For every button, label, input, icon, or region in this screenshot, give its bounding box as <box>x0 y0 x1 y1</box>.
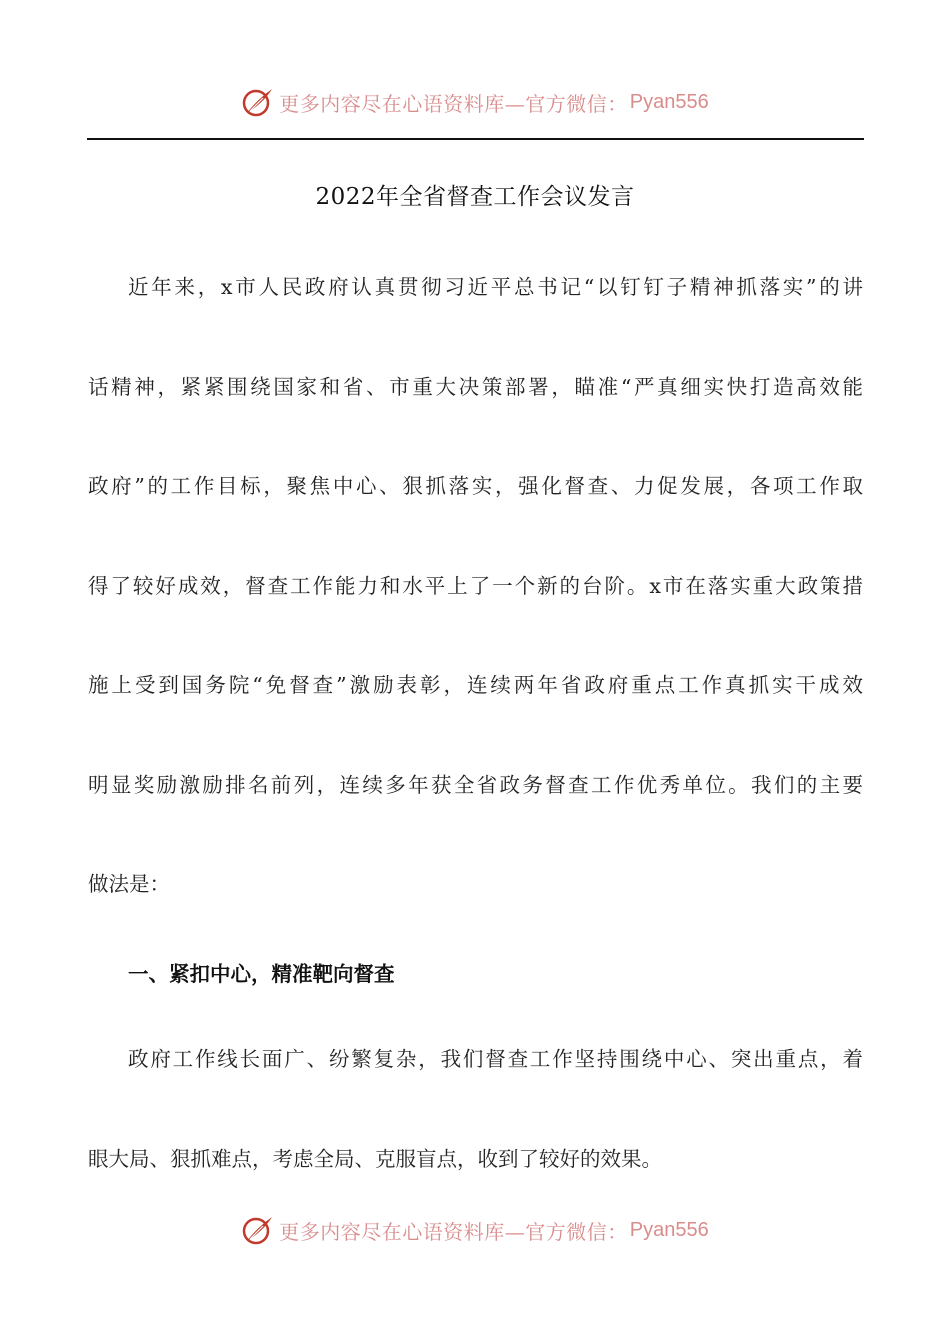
paragraph-1-line-5: 施上受到国务院“免督查”激励表彰，连续两年省政府重点工作真抓实干成效 <box>88 673 863 697</box>
quill-logo-icon <box>241 1213 275 1247</box>
banner-wechat-id: Pyan556 <box>629 90 709 113</box>
paragraph-1-line-2: 话精神，紧紧围绕国家和省、市重大决策部署，瞄准“严真细实快打造高效能 <box>88 375 863 399</box>
header-banner <box>0 82 950 122</box>
banner-text: 更多内容尽在心语资料库—官方微信： <box>279 91 628 116</box>
paragraph-1-line-7: 做法是： <box>88 872 170 896</box>
banner-text: 更多内容尽在心语资料库—官方微信： <box>279 1219 628 1244</box>
paragraph-1-line-4: 得了较好成效，督查工作能力和水平上了一个新的台阶。x市在落实重大政策措 <box>88 574 863 598</box>
banner-wechat-id: Pyan556 <box>629 1218 709 1241</box>
footer-banner <box>0 1210 950 1250</box>
paragraph-1-line-6: 明显奖励激励排名前列，连续多年获全省政务督查工作优秀单位。我们的主要 <box>88 773 863 797</box>
paragraph-2-line-1: 政府工作线长面广、纷繁复杂，我们督查工作坚持围绕中心、突出重点，着 <box>128 1047 863 1071</box>
quill-logo-icon <box>241 85 275 119</box>
document-title: 2022年全省督查工作会议发言 <box>315 184 635 210</box>
section-1-heading: 一、紧扣中心，精准靶向督查 <box>128 962 395 986</box>
paragraph-2-line-2: 眼大局、狠抓难点，考虑全局、克服盲点，收到了较好的效果。 <box>88 1147 662 1171</box>
paragraph-1-line-1: 近年来，x市人民政府认真贯彻习近平总书记“以钉钉子精神抓落实”的讲 <box>128 275 863 299</box>
header-rule <box>87 138 864 140</box>
paragraph-1-line-3: 政府”的工作目标，聚焦中心、狠抓落实，强化督查、力促发展，各项工作取 <box>88 474 863 498</box>
